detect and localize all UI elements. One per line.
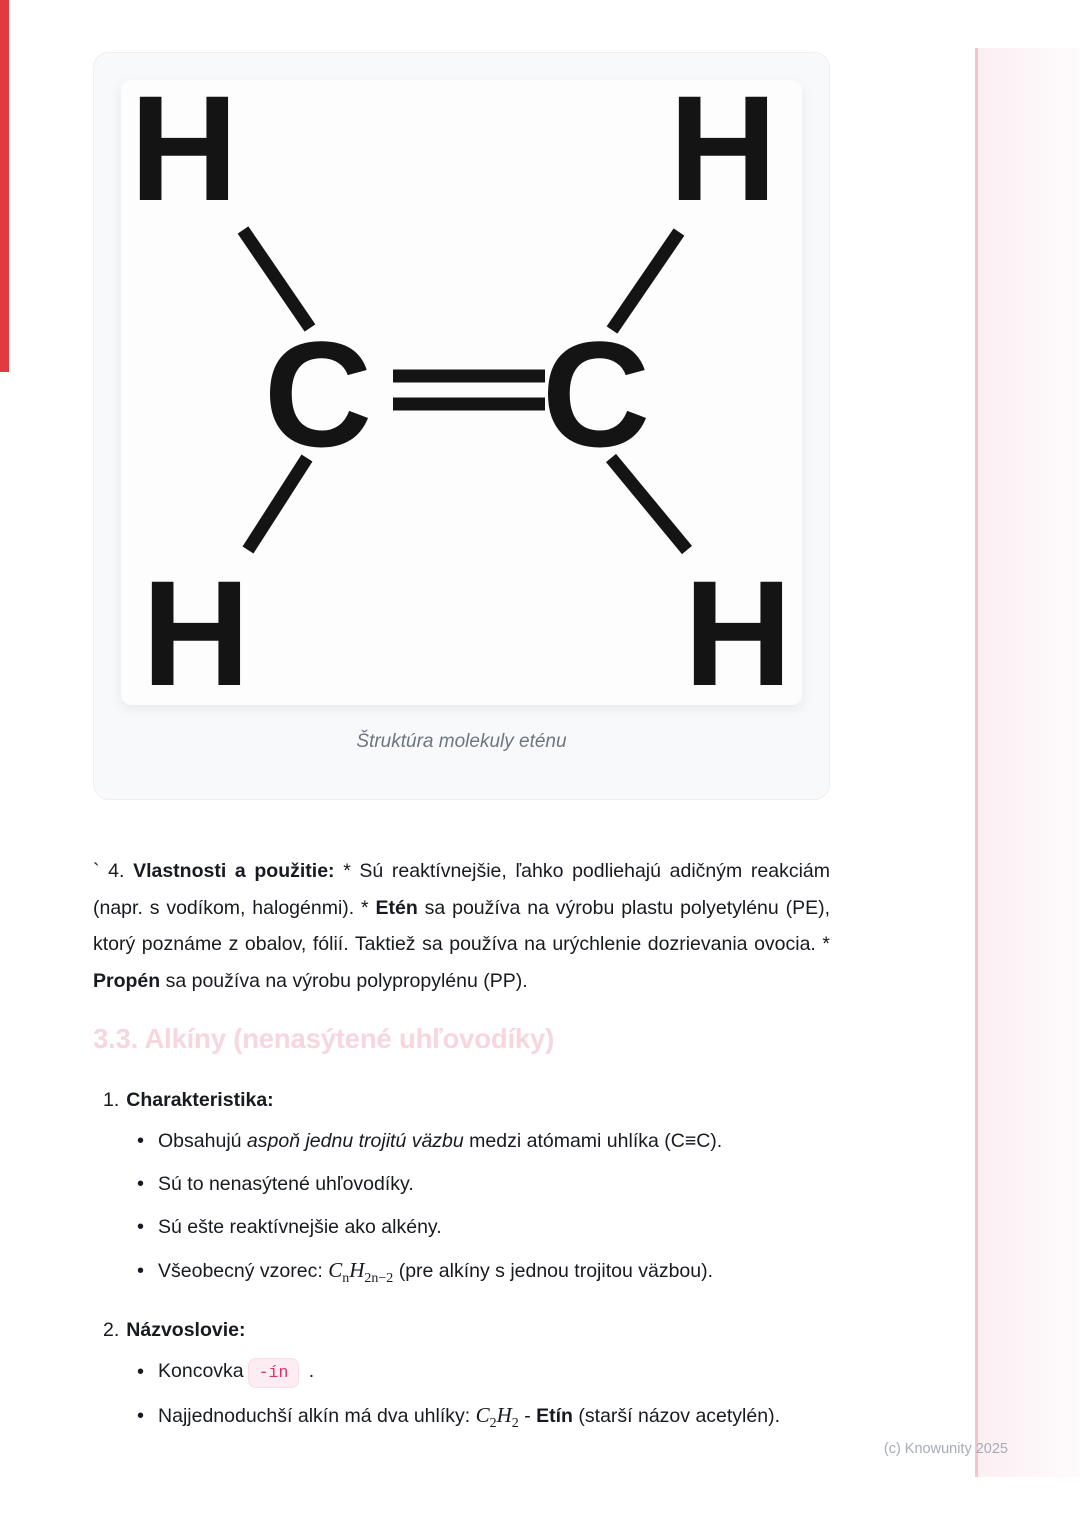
- paragraph-text: sa používa na výrobu plastu polyetylénu (PE), ktorý poznáme z obalov, fólií. Taktiež sa používa na urýchlenie dozrievania ovocia. *: [93, 896, 831, 956]
- bullet-item: [93, 1358, 830, 1386]
- bullet-item: [93, 1128, 830, 1155]
- bullet-text: Sú ešte reaktívnejšie ako alkény.: [158, 1216, 442, 1239]
- bullet-item: [93, 1214, 830, 1241]
- bullet-text: Sú to nenasýtené uhľovodíky.: [158, 1173, 414, 1196]
- ethene-structure-svg: [121, 80, 802, 705]
- paragraph-text: * Sú reaktívnejšie, ľahko podliehajú adičným reakciám (napr. s vodíkom, halogénmi). *: [93, 860, 830, 919]
- bullet-item: [93, 1171, 830, 1198]
- bullet-icon: [137, 1359, 144, 1386]
- list-number: 1.: [103, 1089, 120, 1112]
- bullet-icon: [137, 1403, 144, 1430]
- bullet-icon: [137, 1171, 144, 1198]
- atom-h-top-left: H: [129, 80, 239, 232]
- bullet-text: Najjednoduchší alkín má dva uhlíky: $C_2H_2$ - Etín (starší názov acetylén).: [158, 1403, 780, 1432]
- list-item-nazvoslovie: [93, 1317, 830, 1344]
- nazvoslovie-bullets: [93, 1358, 830, 1430]
- list-number: 2.: [103, 1319, 120, 1342]
- paragraph-bold-eten: Etén: [375, 896, 418, 919]
- atom-h-bottom-left: H: [141, 549, 251, 705]
- bullet-icon: [137, 1214, 144, 1241]
- paragraph-bold-propen: Propén: [93, 969, 161, 992]
- molecule-image: [121, 80, 802, 705]
- paragraph-bold-title: Vlastnosti a použitie:: [133, 860, 335, 882]
- bullet-text: Koncovka -ín .: [158, 1358, 314, 1386]
- bullet-icon: [137, 1128, 144, 1155]
- atom-c-right: C: [541, 310, 651, 478]
- document-content: [93, 0, 830, 1446]
- paragraph-text: sa používa na výrobu polypropylénu (PP).: [160, 969, 528, 992]
- list-title: Charakteristika:: [126, 1089, 274, 1112]
- left-accent-bar: [0, 0, 9, 372]
- atom-c-left: C: [263, 310, 373, 478]
- etin-bold: Etín: [536, 1405, 573, 1428]
- atom-h-bottom-right: H: [683, 549, 793, 705]
- charakteristika-bullets: [93, 1128, 830, 1285]
- molecule-figure-card: [93, 52, 830, 800]
- bullet-icon: [137, 1258, 144, 1285]
- list-title: Názvoslovie:: [126, 1319, 246, 1342]
- atom-h-top-right: H: [668, 80, 778, 232]
- watermark: (c) Knowunity 2025: [883, 1441, 1008, 1457]
- suffix-code-chip: -ín: [248, 1358, 300, 1388]
- bullet-item: [93, 1257, 830, 1285]
- bullet-text: Obsahujú aspoň jednu trojitú väzbu medzi atómami uhlíka (C≡C).: [158, 1130, 723, 1153]
- figure-caption: Štruktúra molekuly eténu: [356, 731, 567, 752]
- section-title: 3.3. Alkíny (nenasýtené uhľovodíky): [93, 1023, 555, 1055]
- bullet-item: [93, 1402, 830, 1430]
- bullet-text: Všeobecný vzorec: $C_nH_{2n-2}$ (pre alkíny s jednou trojitou väzbou).: [158, 1258, 714, 1287]
- properties-paragraph: [93, 853, 830, 999]
- right-side-panel: [975, 48, 1080, 1477]
- general-formula: $C_nH_{2n-2}$: [328, 1258, 394, 1287]
- acetylene-formula: $C_2H_2$: [475, 1403, 519, 1432]
- list-item-charakteristika: [93, 1087, 830, 1114]
- paragraph-text: ` 4.: [93, 860, 134, 882]
